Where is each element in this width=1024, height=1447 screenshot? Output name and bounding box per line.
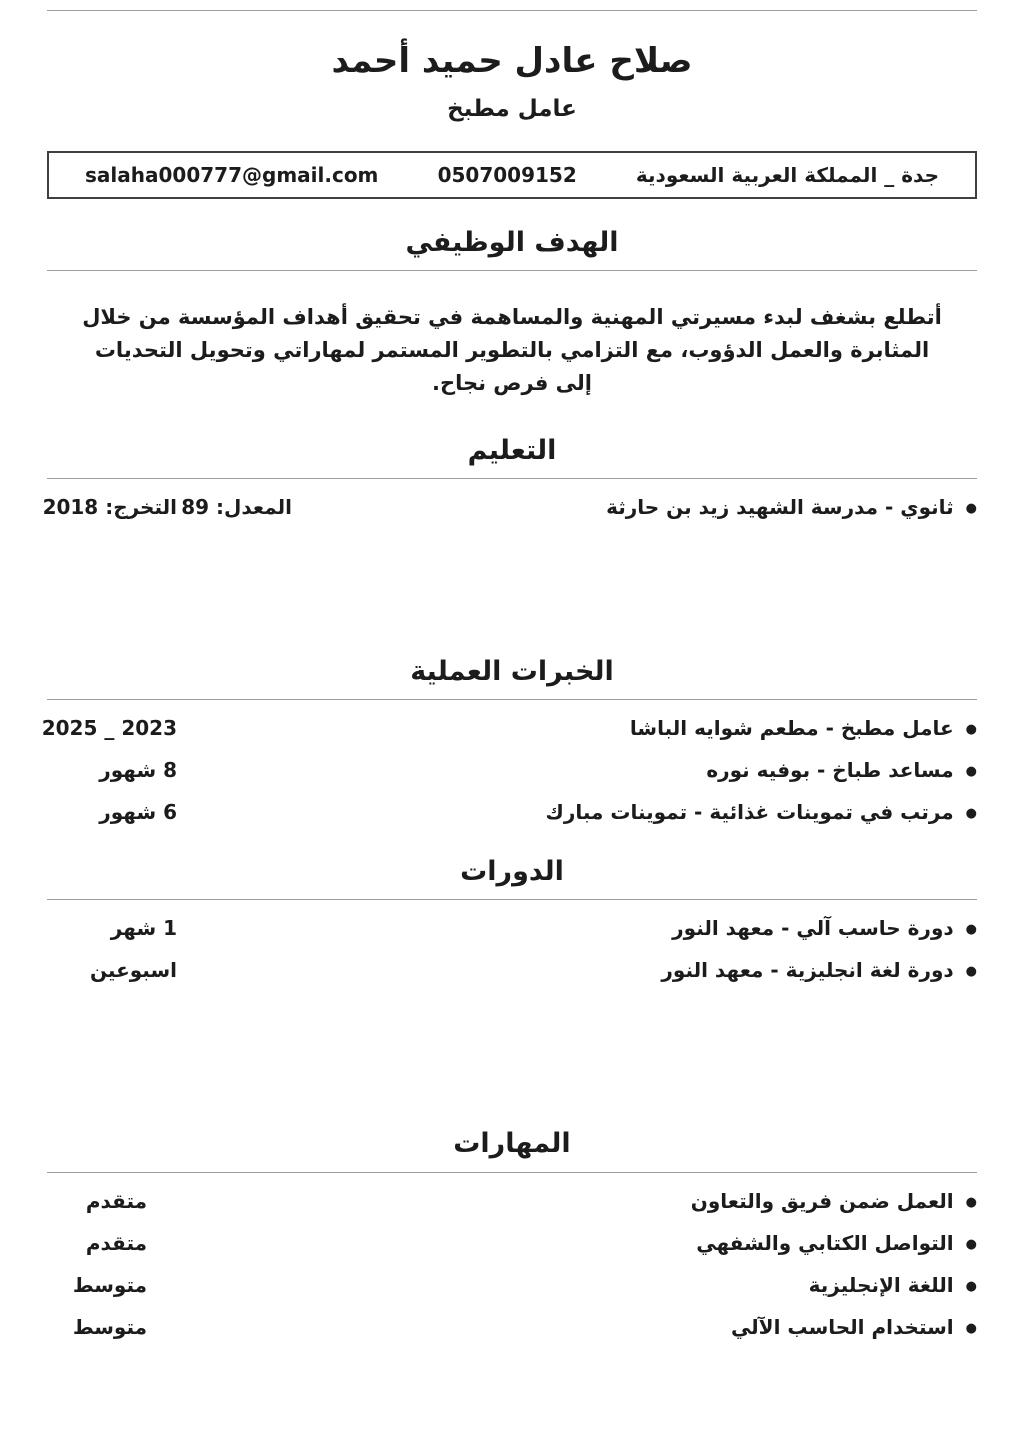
- skill-item: [47, 1272, 977, 1299]
- course-duration: 1 شهر: [110, 916, 177, 941]
- experience-item: [41, 715, 977, 742]
- experience-title-text: مساعد طباخ - بوفيه نوره: [706, 758, 954, 783]
- job-title: عامل مطبخ: [447, 95, 577, 122]
- course-title-text: دورة لغة انجليزية - معهد النور: [661, 958, 954, 983]
- contact-phone: 0507009152: [437, 163, 577, 188]
- education-divider: [47, 478, 977, 479]
- candidate-name: صلاح عادل حميد أحمد: [331, 41, 693, 81]
- courses-heading: الدورات: [460, 856, 564, 888]
- top-divider: [47, 10, 977, 11]
- experience-item: [47, 757, 977, 784]
- skill-name-text: العمل ضمن فريق والتعاون: [690, 1188, 954, 1213]
- course-title-text: دورة حاسب آلي - معهد النور: [672, 916, 954, 941]
- experience-title: [177, 799, 977, 826]
- experience-title-text: عامل مطبخ - مطعم شوايه الباشا: [629, 716, 954, 741]
- experience-duration: 2023 _ 2025: [41, 716, 177, 741]
- skill-level: متقدم: [85, 1230, 147, 1255]
- experience-divider: [47, 699, 977, 700]
- course-item: [47, 915, 977, 942]
- skill-name-text: استخدام الحاسب الآلي: [730, 1314, 954, 1339]
- course-duration: اسبوعين: [89, 958, 177, 983]
- contact-location: جدة _ المملكة العربية السعودية: [635, 163, 939, 188]
- education-item: [42, 494, 977, 521]
- skill-name: [147, 1314, 977, 1341]
- bullet-icon: [966, 494, 977, 521]
- bullet-icon: [966, 1272, 977, 1299]
- bullet-icon: [966, 715, 977, 742]
- skill-level: متوسط: [72, 1272, 147, 1297]
- skill-name: [147, 1230, 977, 1257]
- course-title: [177, 915, 977, 942]
- education-gpa: المعدل: 89: [181, 495, 292, 520]
- experience-heading: الخبرات العملية: [410, 656, 614, 688]
- skill-name-text: التواصل الكتابي والشفهي: [696, 1230, 954, 1255]
- bullet-icon: [966, 957, 977, 984]
- education-heading: التعليم: [467, 435, 557, 467]
- section-skills: [47, 1126, 977, 1340]
- contact-email: salaha000777@gmail.com: [85, 163, 379, 188]
- skill-name: [147, 1188, 977, 1215]
- bullet-icon: [966, 915, 977, 942]
- bullet-icon: [966, 799, 977, 826]
- section-experience: [41, 654, 977, 826]
- skill-name: [147, 1272, 977, 1299]
- course-title: [177, 957, 977, 984]
- skill-level: متوسط: [72, 1314, 147, 1339]
- skill-item: [47, 1314, 977, 1341]
- skill-level: متقدم: [85, 1188, 147, 1213]
- objective-text: أتطلع بشغف لبدء مسيرتي المهنية والمساهمة في تحقيق أهداف المؤسسة من خلال المثابرة والعمل الدؤوب، مع التزامي بالتطوير المستمر لمهاراتي وتحويل التحديات إلى فرص نجاح.: [82, 305, 942, 395]
- objective-divider: [47, 270, 977, 271]
- bullet-icon: [966, 1314, 977, 1341]
- experience-duration: 8 شهور: [99, 758, 177, 783]
- experience-title: [177, 715, 977, 742]
- section-education: [42, 433, 977, 521]
- skill-item: [47, 1230, 977, 1257]
- course-item: [47, 957, 977, 984]
- contact-bar: [47, 151, 977, 199]
- education-graduation: التخرج: 2018: [42, 495, 177, 520]
- skill-item: [47, 1188, 977, 1215]
- bullet-icon: [966, 1230, 977, 1257]
- skills-heading: المهارات: [453, 1128, 571, 1160]
- bullet-icon: [966, 1188, 977, 1215]
- bullet-icon: [966, 757, 977, 784]
- experience-title: [177, 757, 977, 784]
- objective-heading: الهدف الوظيفي: [405, 227, 619, 259]
- experience-duration: 6 شهور: [99, 800, 177, 825]
- experience-title-text: مرتب في تموينات غذائية - تموينات مبارك: [545, 800, 954, 825]
- courses-divider: [47, 899, 977, 900]
- education-degree-text: ثانوي - مدرسة الشهيد زيد بن حارثة: [606, 495, 954, 520]
- section-courses: [47, 854, 977, 984]
- education-degree: [292, 494, 977, 521]
- section-objective: [47, 225, 977, 399]
- skills-divider: [47, 1172, 977, 1173]
- experience-item: [47, 799, 977, 826]
- skill-name-text: اللغة الإنجليزية: [808, 1272, 954, 1297]
